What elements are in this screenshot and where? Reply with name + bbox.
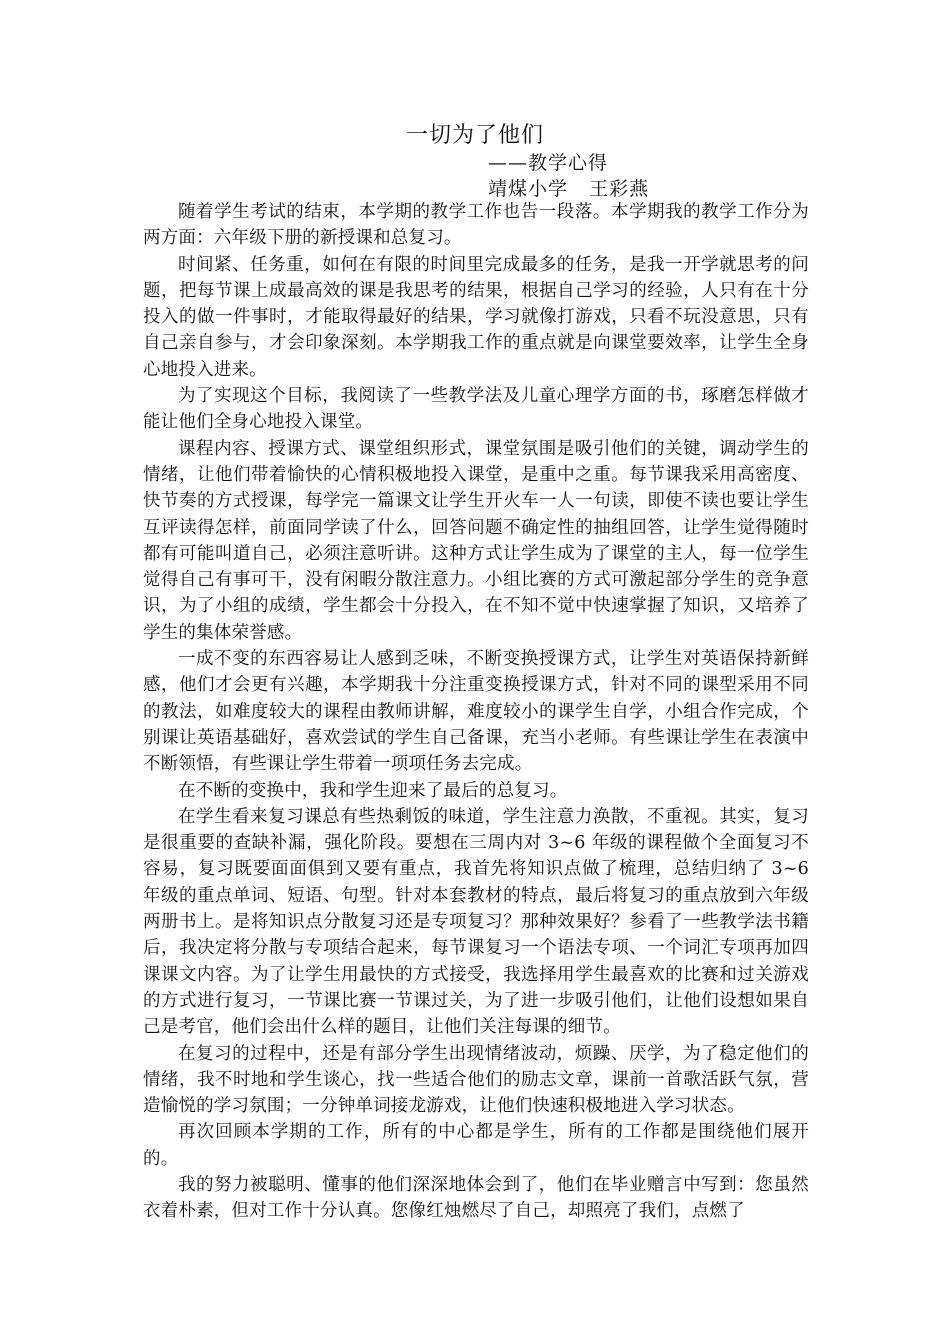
document-subtitle: ——教学心得 bbox=[488, 152, 609, 174]
document-title: 一切为了他们 bbox=[405, 123, 544, 148]
paragraph-3: 为了实现这个目标，我阅读了一些教学法及儿童心理学方面的书，琢磨怎样做才能让他们全身心地投入课堂。 bbox=[143, 386, 809, 433]
paragraph-2: 时间紧、任务重，如何在有限的时间里完成最多的任务，是我一开学就思考的问题，把每节课上成最高效的课是我思考的结果，根据自己学习的经验，人只有在十分投入的做一件事时，才能取得最好的结果，学习就像打游戏，只看不玩没意思，只有自己亲自参与，才会印象深刻。本学期我工作的重点就是向课堂要效率，让学生全身心地投入进来。 bbox=[143, 254, 809, 380]
author-line: 靖煤小学 王彩燕 bbox=[488, 178, 650, 200]
paragraph-6: 在不断的变换中，我和学生迎来了最后的总复习。 bbox=[178, 780, 568, 801]
paragraph-4: 课程内容、授课方式、课堂组织形式，课堂氛围是吸引他们的关键，调动学生的情绪，让他们带着愉快的心情积极地投入课堂，是重中之重。每节课我采用高密度、快节奏的方式授课，每学完一篇课文让学生开火车一人一句读，即使不读也要让学生互评读得怎样，前面同学读了什么，回答问题不确定性的抽组回答，让学生觉得随时都有可能叫道自己，必须注意听讲。这种方式让学生成为了课堂的主人，每一位学生觉得自己有事可干，没有闲暇分散注意力。小组比赛的方式可激起部分学生的竞争意识，为了小组的成绩，学生都会十分投入，在不知不觉中快速掌握了知识，又培养了学生的集体荣誉感。 bbox=[143, 438, 809, 643]
paragraph-10: 我的努力被聪明、懂事的他们深深地体会到了，他们在毕业赠言中写到：您虽然衣着朴素，但对工作十分认真。您像红烛燃尽了自己，却照亮了我们，点燃了 bbox=[143, 1174, 809, 1222]
paragraph-8: 在复习的过程中，还是有部分学生出现情绪波动，烦躁、厌学，为了稳定他们的情绪，我不时地和学生谈心，找一些适合他们的励志文章，课前一首歌活跃气氛，营造愉悦的学习氛围；一分钟单词接龙游戏，让他们快速积极地进入学习状态。 bbox=[143, 1043, 809, 1117]
paragraph-5: 一成不变的东西容易让人感到乏味，不断变换授课方式，让学生对英语保持新鲜感，他们才会更有兴趣，本学期我十分注重变换授课方式，针对不同的课型采用不同的教法，如难度较大的课程由教师讲解，难度较小的课学生自学，小组合作完成，个别课让英语基础好，喜欢尝试的学生自己备课，充当小老师。有些课让学生在表演中不断领悟，有些课让学生带着一项项任务去完成。 bbox=[143, 649, 809, 775]
paragraph-1: 随着学生考试的结束，本学期的教学工作也告一段落。本学期我的教学工作分为两方面：六年级下册的新授课和总复习。 bbox=[143, 202, 809, 249]
paragraph-9: 再次回顾本学期的工作，所有的中心都是学生，所有的工作都是围绕他们展开的。 bbox=[143, 1122, 809, 1169]
paragraph-7: 在学生看来复习课总有些热剩饭的味道，学生注意力涣散，不重视。其实，复习是很重要的查缺补漏，强化阶段。要想在三周内对 3~6 年级的课程做个全面复习不容易，复习既要面面俱到又要有重点，我首先将知识点做了梳理，总结归纳了 3~6 年级的重点单词、短语、句型。针对本套教材的特点，最后将复习的重点放到六年级两册书上。是将知识点分散复习还是专项复习？那种效果好？参看了一些教学法书籍后，我决定将分散与专项结合起来，每节课复习一个语法专项、一个词汇专项再加四课课文内容。为了让学生用最快的方式接受，我选择用学生最喜欢的比赛和过关游戏的方式进行复习，一节课比赛一节课过关，为了进一步吸引他们，让他们设想如果自己是考官，他们会出什么样的题目，让他们关注每课的细节。 bbox=[143, 806, 809, 1038]
body-text bbox=[143, 199, 809, 1225]
